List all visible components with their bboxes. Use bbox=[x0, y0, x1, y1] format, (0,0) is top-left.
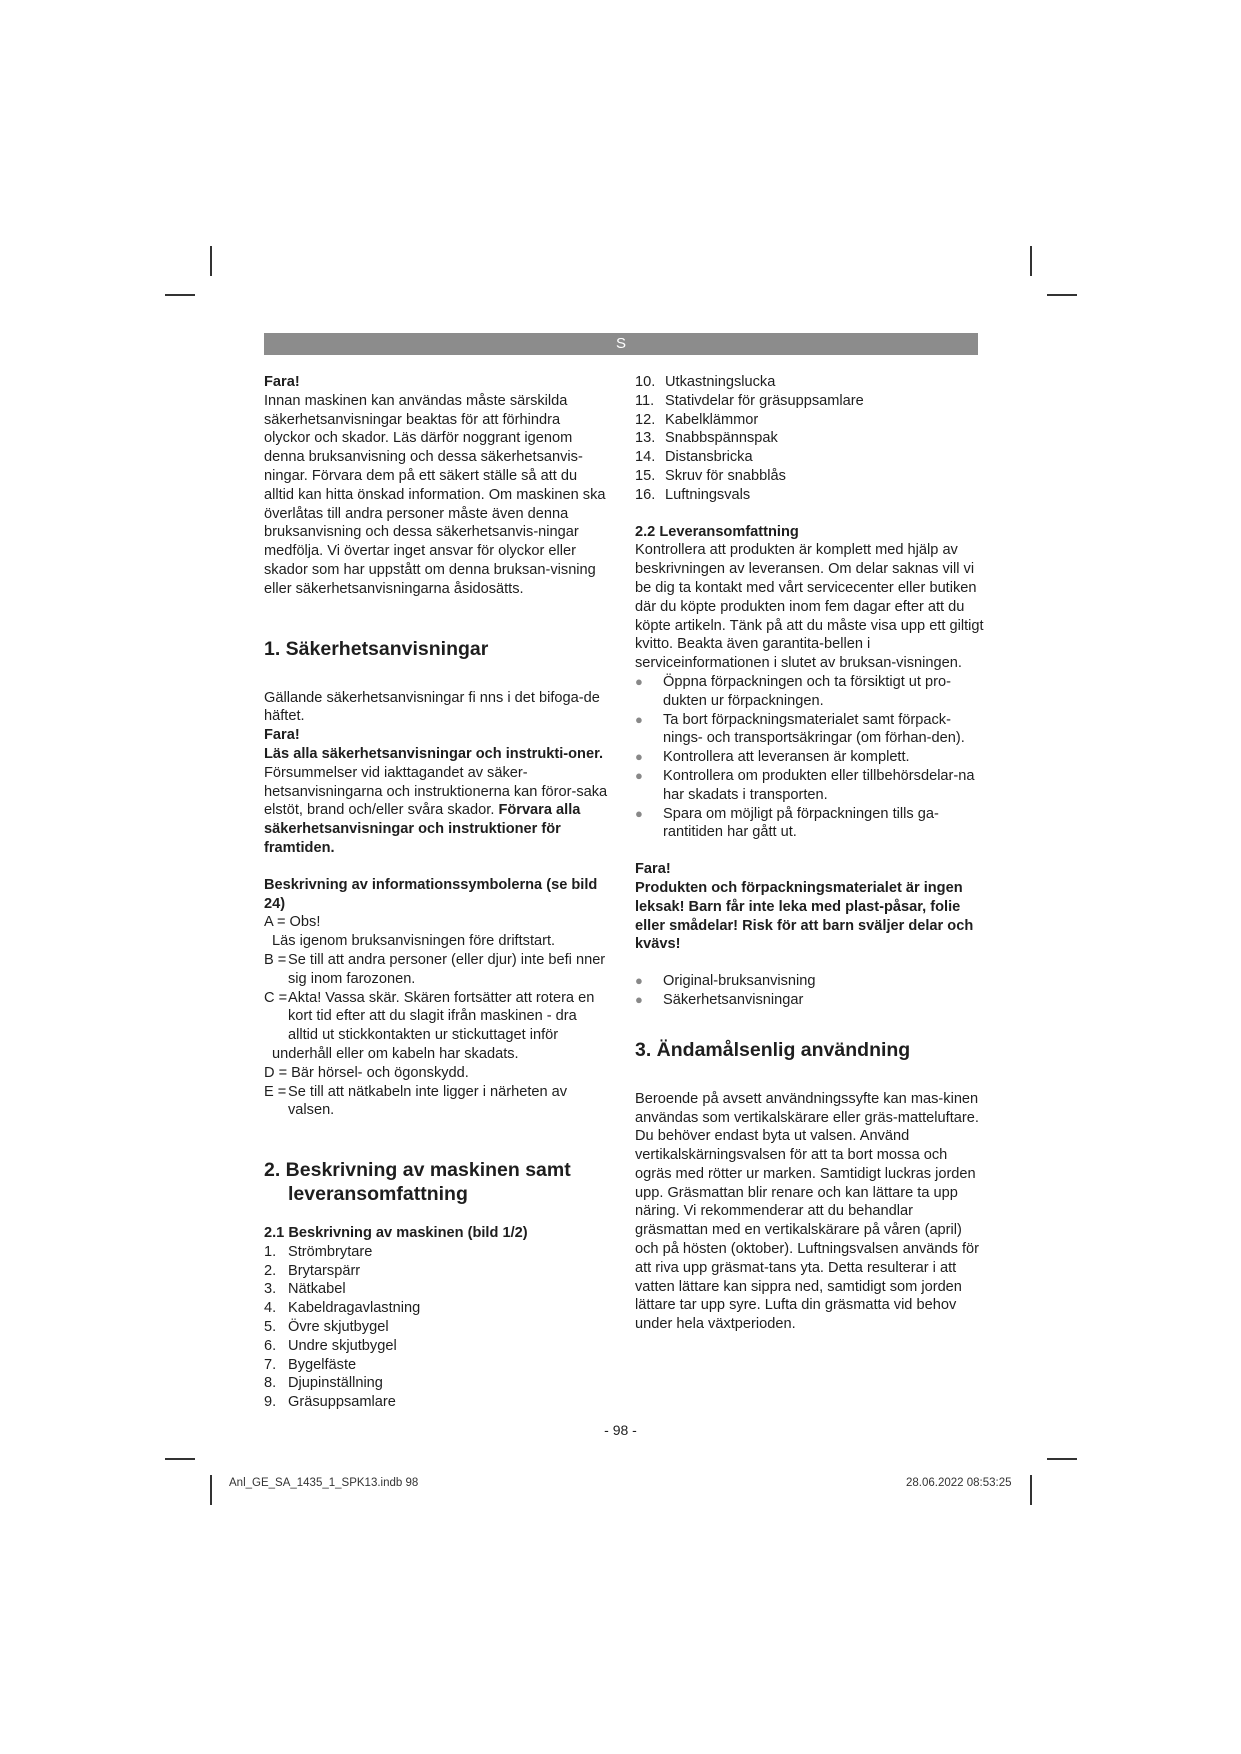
crop-mark bbox=[210, 246, 212, 276]
list-item: 10. Utkastningslucka bbox=[635, 374, 776, 390]
packaging-warning-title: Fara! bbox=[635, 861, 671, 878]
symbol-a-text: Läs igenom bruksanvisningen före driftstart. bbox=[272, 933, 556, 950]
list-item: 12. Kabelklämmor bbox=[635, 411, 759, 428]
section-2-1-title: 2.1 Beskrivning av maskinen (bild 1/2) bbox=[264, 1225, 528, 1242]
crop-mark bbox=[1030, 1475, 1032, 1505]
list-item: 15. Skruv för snabblås bbox=[635, 467, 786, 484]
list-item: ● Öppna förpackningen och ta försiktigt ut pro-dukten ur förpackningen. bbox=[635, 673, 951, 709]
section-1-title: 1. Säkerhetsanvisningar bbox=[264, 637, 489, 660]
symbol-e: E = Se till att nätkabeln inte ligger i närheten av valsen. bbox=[264, 1083, 568, 1119]
symbol-c-continued: underhåll eller om kabeln har skadats. bbox=[272, 1045, 519, 1062]
parts-list-left bbox=[264, 1243, 610, 1412]
list-item: 16. Luftningsvals bbox=[635, 486, 751, 503]
section-3-title: 3. Ändamålsenlig användning bbox=[635, 1038, 911, 1061]
list-item: 1. Strömbrytare bbox=[264, 1243, 373, 1260]
crop-mark bbox=[1047, 1458, 1077, 1460]
list-item: 2. Brytarspärr bbox=[264, 1262, 361, 1279]
bullet-icon: ● bbox=[635, 973, 643, 989]
file-info: Anl_GE_SA_1435_1_SPK13.indb 98 bbox=[229, 1477, 419, 1489]
list-item: ● Kontrollera att leveransen är komplett. bbox=[635, 749, 910, 766]
list-item: 9. Gräsuppsamlare bbox=[264, 1394, 396, 1411]
section-3-text: Beroende på avsett användningssyfte kan mas-kinen användas som vertikalskärare eller gräs-matteluftare. Du behöver endast byta ut valsen. Använd vertikalskärningsvalsen för att ta bort mossa och ogräs med rötter ur marken. Samtidigt luckras jorden upp. Gräsmattan blir renare och kan lättare ta upp näring. Vi rekommenderar att du behandlar gräsmattan med en vertikalskärare på våren (april) och på hösten (oktober). Luftningsvalsen används för att riva upp gräsmat-tans yta. Detta resulterar i att vatten lättare kan sippra ned, samtidigt som jorden lättare tar upp syre. Lufta din gräsmatta vid behov under hela växtperioden. bbox=[635, 1090, 979, 1333]
section-1-warning: Fara! bbox=[264, 727, 300, 744]
bullet-icon: ● bbox=[635, 749, 643, 765]
section-2-2-title: 2.2 Leveransomfattning bbox=[635, 523, 799, 540]
bullet-icon: ● bbox=[635, 991, 643, 1007]
list-item: 13. Snabbspännspak bbox=[635, 430, 778, 447]
language-header-bar bbox=[264, 333, 978, 355]
warning-title: Fara! bbox=[264, 374, 300, 390]
symbol-b: B = Se till att andra personer (eller djur) inte befi nner sig inom farozonen. bbox=[264, 951, 606, 987]
bullet-icon: ● bbox=[635, 711, 643, 727]
intro-paragraph: Innan maskinen kan användas måste särskilda säkerhetsanvisningar beaktas för att förhindra olyckor och skador. Läs därför noggrant igenom denna bruksanvisning och dessa säkerhetsanvis-ningar. Förvara dem på ett säkert ställe så att du alltid kan hitta önskad information. Om maskinen ska överlåtas till andra personer måste även denna bruksanvisning och dessa säkerhetsanvis-ningar medfölja. Vi övertar inget ansvar för olyckor eller skador som har uppstått om denna bruksan-visning eller säkerhetsanvisningarna åsidosätts. bbox=[264, 392, 606, 597]
bullet-icon: ● bbox=[635, 767, 643, 783]
parts-list-right bbox=[635, 373, 985, 505]
page-number: - 98 - bbox=[604, 1422, 637, 1438]
crop-mark bbox=[1047, 294, 1077, 296]
symbol-c: C = Akta! Vassa skär. Skären fortsätter att rotera en kort tid efter att du slagit ifrån maskinen - dra alltid ut stickkontakten ur stickuttaget inför bbox=[264, 989, 595, 1044]
left-column bbox=[264, 373, 610, 1412]
bullet-icon: ● bbox=[635, 805, 643, 821]
symbol-d: D = Bär hörsel- och ögonskydd. bbox=[264, 1064, 469, 1081]
language-code: S bbox=[615, 335, 626, 352]
list-item: ● Original-bruksanvisning bbox=[635, 973, 816, 990]
symbols-title: Beskrivning av informationssymbolerna (se bild 24) bbox=[264, 876, 598, 912]
section-1-text: Gällande säkerhetsanvisningar fi nns i det bifoga-de häftet. bbox=[264, 689, 600, 725]
section-1-instructions: Läs alla säkerhetsanvisningar och instrukti-oner. Försummelser vid iakttagandet av säker-hetsanvisningarna och instruktionerna kan föror-saka elstöt, brand och/eller svåra skador. Förvara alla säkerhetsanvisningar och instruktioner för framtiden. bbox=[264, 745, 608, 856]
documents-list bbox=[635, 972, 985, 1010]
list-item: ● Ta bort förpackningsmaterialet samt förpack-nings- och transportsäkringar (om förhan-den). bbox=[635, 711, 965, 747]
section-2-title: 2. Beskrivning av maskinen samt leveransomfattning bbox=[264, 1159, 571, 1206]
list-item: 6. Undre skjutbygel bbox=[264, 1337, 397, 1354]
crop-mark bbox=[165, 294, 195, 296]
list-item: ● Säkerhetsanvisningar bbox=[635, 991, 804, 1008]
crop-mark bbox=[165, 1458, 195, 1460]
right-column bbox=[635, 373, 985, 1334]
timestamp: 28.06.2022 08:53:25 bbox=[906, 1477, 1012, 1489]
list-item: ● Spara om möjligt på förpackningen tills ga-rantitiden har gått ut. bbox=[635, 805, 939, 841]
list-item: 7. Bygelfäste bbox=[264, 1356, 357, 1373]
list-item: 11. Stativdelar för gräsuppsamlare bbox=[635, 392, 864, 409]
delivery-bullet-list bbox=[635, 673, 985, 842]
crop-mark bbox=[1030, 246, 1032, 276]
packaging-warning-text: Produkten och förpackningsmaterialet är ingen leksak! Barn får inte leka med plast-påsar, folie eller smådelar! Risk för att barn sväljer delar och kvävs! bbox=[635, 879, 974, 953]
section-2-2-text: Kontrollera att produkten är komplett med hjälp av beskrivningen av leveransen. Om delar saknas vill vi be dig ta kontakt med vårt servicecenter eller butiken där du köpte produkten inom fem dagar efter att du köpte artikeln. Tänk på att du måste visa upp ett giltigt kvitto. Beakta även garantita-bellen i serviceinformationen i slutet av bruksan-visningen. bbox=[635, 542, 984, 672]
list-item: 4. Kabeldragavlastning bbox=[264, 1300, 421, 1317]
list-item: 14. Distansbricka bbox=[635, 449, 753, 466]
list-item: 5. Övre skjutbygel bbox=[264, 1319, 389, 1336]
crop-mark bbox=[210, 1475, 212, 1505]
list-item: ● Kontrollera om produkten eller tillbehörsdelar-na har skadats i transporten. bbox=[635, 767, 975, 803]
list-item: 8. Djupinställning bbox=[264, 1375, 383, 1392]
bullet-icon: ● bbox=[635, 673, 643, 689]
list-item: 3. Nätkabel bbox=[264, 1281, 346, 1298]
symbol-a: A = Obs! bbox=[264, 914, 321, 931]
